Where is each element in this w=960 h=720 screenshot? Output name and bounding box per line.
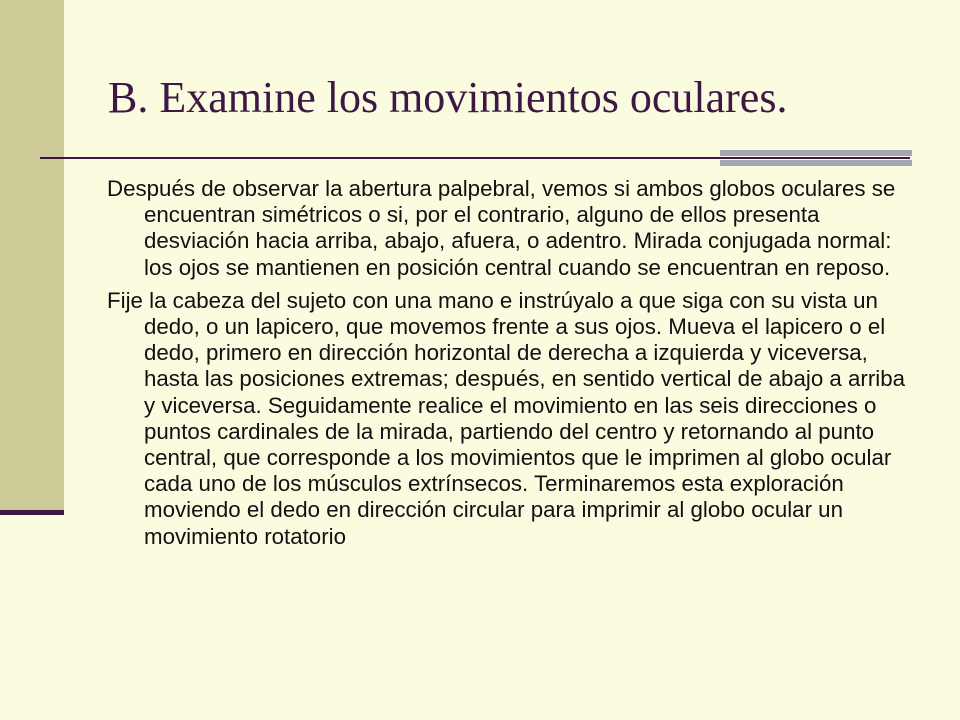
- slide-body: [107, 176, 917, 557]
- title-rule-grey-bottom: [720, 160, 912, 166]
- slide-title: B. Examine los movimientos oculares.: [108, 73, 788, 122]
- body-paragraph-1: Después de observar la abertura palpebral, vemos si ambos globos oculares se encuentran simétricos o si, por el contrario, alguno de ellos presenta desviación hacia arriba, abajo, afuera, o adentro. Mirada conjugada normal: los ojos se mantienen en posición central cuando se encuentran en reposo.: [107, 176, 896, 280]
- body-paragraph-2: Fije la cabeza del sujeto con una mano e instrúyalo a que siga con su vista un dedo, o un lapicero, que movemos frente a sus ojos. Mueva el lapicero o el dedo, primero en dirección horizontal de derecha a izquierda y viceversa, hasta las posiciones extremas; después, en sentido vertical de abajo a arriba y viceversa. Seguidamente realice el movimiento en las seis direcciones o puntos cardinales de la mirada, partiendo del centro y retornando al punto central, que corresponde a los movimientos que le imprimen al globo ocular cada uno de los músculos extrínsecos. Terminaremos esta exploración moviendo el dedo en dirección circular para imprimir al globo ocular un movimiento rotatorio: [107, 287, 906, 549]
- left-accent-bar: [0, 510, 64, 515]
- title-rule-grey-top: [720, 150, 912, 156]
- left-decorative-band: [0, 0, 64, 510]
- title-rule: [40, 157, 910, 159]
